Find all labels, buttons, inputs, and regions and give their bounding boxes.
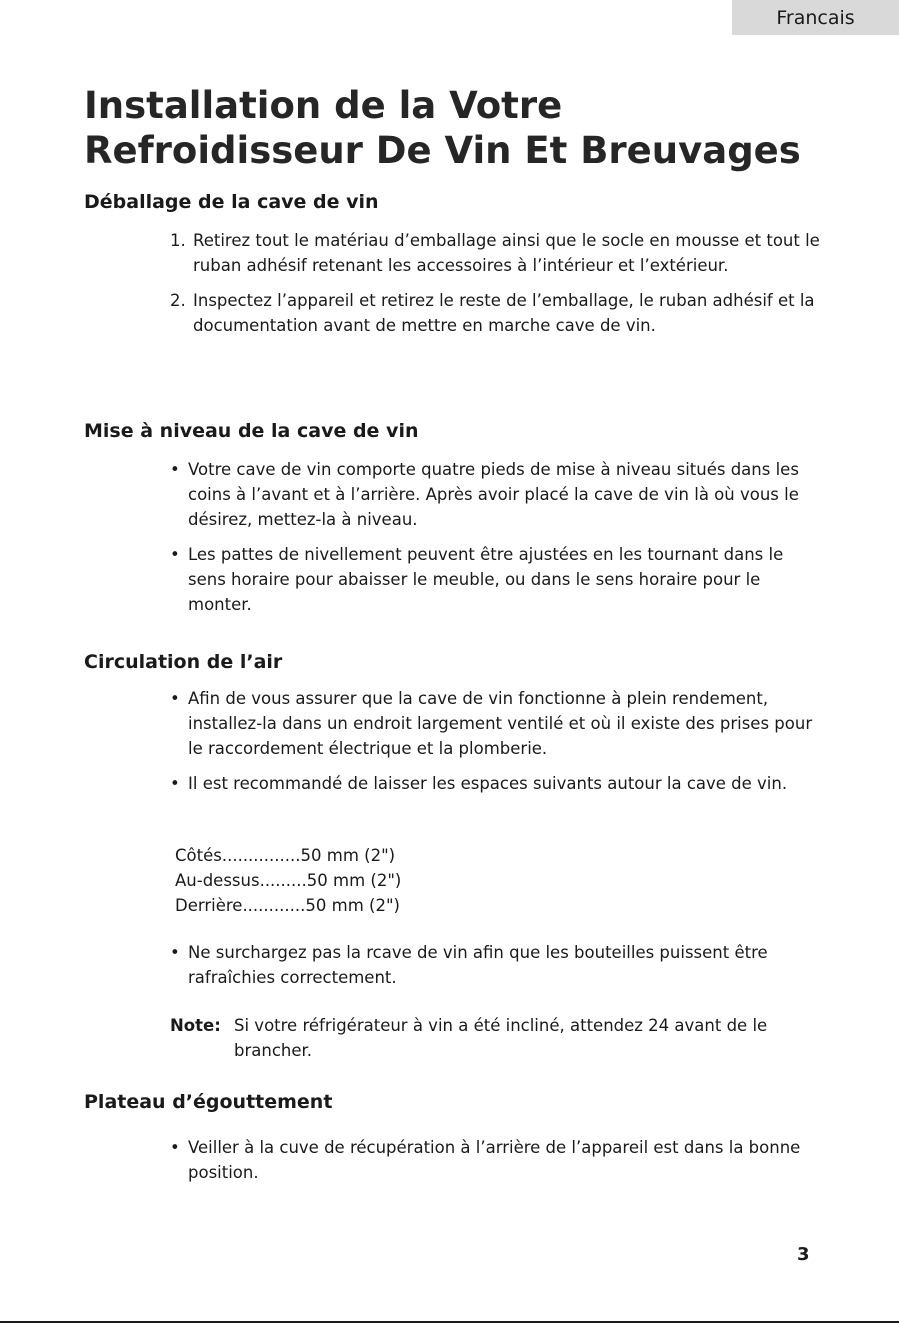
air-extra-list bbox=[170, 940, 820, 990]
bullet: • bbox=[170, 1138, 180, 1157]
list-number: 2. bbox=[170, 291, 186, 310]
list-item-text: Ne surchargez pas la rcave de vin afin que les bouteilles puissent être rafraîchies correctement. bbox=[188, 943, 768, 987]
bullet: • bbox=[170, 689, 180, 708]
note-text: Si votre réfrigérateur à vin a été incliné, attendez 24 avant de le brancher. bbox=[234, 1016, 768, 1060]
section-heading-unpacking: Déballage de la cave de vin bbox=[84, 191, 379, 213]
bullet: • bbox=[170, 460, 180, 479]
clearance-item: Au-dessus.........50 mm (2") bbox=[175, 871, 402, 890]
page-title-line-1: Installation de la Votre bbox=[84, 84, 563, 127]
note bbox=[170, 1013, 820, 1063]
list-item bbox=[170, 771, 820, 796]
section-heading-leveling: Mise à niveau de la cave de vin bbox=[84, 420, 419, 442]
list-item bbox=[170, 1135, 820, 1185]
bullet: • bbox=[170, 774, 180, 793]
clearance-item: Derrière............50 mm (2") bbox=[175, 896, 400, 915]
list-item-text: Les pattes de nivellement peuvent être ajustées en les tournant dans le sens horaire pour abaisser le meuble, ou dans le sens horaire pour le monter. bbox=[188, 545, 784, 614]
list-item-text: Inspectez l’appareil et retirez le reste de l’emballage, le ruban adhésif et la documentation avant de mettre en marche cave de vin. bbox=[193, 291, 815, 335]
list-number: 1. bbox=[170, 231, 186, 250]
drip-tray-list bbox=[170, 1135, 820, 1185]
bullet: • bbox=[170, 943, 180, 962]
list-item-text: Veiller à la cuve de récupération à l’arrière de l’appareil est dans la bonne position. bbox=[188, 1138, 801, 1182]
list-item bbox=[170, 228, 820, 278]
unpacking-list bbox=[170, 228, 820, 338]
list-item bbox=[170, 686, 820, 761]
list-item bbox=[170, 940, 820, 990]
clearance-list bbox=[175, 843, 401, 918]
language-tab: Francais bbox=[732, 0, 899, 35]
section-heading-drip-tray: Plateau d’égouttement bbox=[84, 1091, 333, 1113]
section-heading-air-circulation: Circulation de l’air bbox=[84, 651, 283, 673]
list-item-text: Il est recommandé de laisser les espaces suivants autour la cave de vin. bbox=[188, 774, 788, 793]
leveling-list bbox=[170, 457, 820, 617]
air-list bbox=[170, 686, 820, 796]
page-number: 3 bbox=[797, 1244, 810, 1265]
note-label: Note: bbox=[170, 1016, 221, 1035]
list-item bbox=[170, 288, 820, 338]
list-item bbox=[170, 457, 820, 532]
clearance-item: Côtés...............50 mm (2") bbox=[175, 846, 396, 865]
list-item-text: Votre cave de vin comporte quatre pieds de mise à niveau situés dans les coins à l’avant et à l’arrière. Après avoir placé la cave de vin là où vous le désirez, mettez-la à niveau. bbox=[188, 460, 799, 529]
list-item-text: Retirez tout le matériau d’emballage ainsi que le socle en mousse et tout le ruban adhésif retenant les accessoires à l’intérieur et l’extérieur. bbox=[193, 231, 820, 275]
list-item bbox=[170, 542, 820, 617]
page-title-line-2: Refroidisseur De Vin Et Breuvages bbox=[84, 129, 801, 172]
page-title bbox=[84, 83, 801, 173]
bullet: • bbox=[170, 545, 180, 564]
list-item-text: Afin de vous assurer que la cave de vin fonctionne à plein rendement, installez-la dans un endroit largement ventilé et où il existe des prises pour le raccordement électrique et la plomberie. bbox=[188, 689, 813, 758]
bottom-rule bbox=[0, 1321, 899, 1323]
